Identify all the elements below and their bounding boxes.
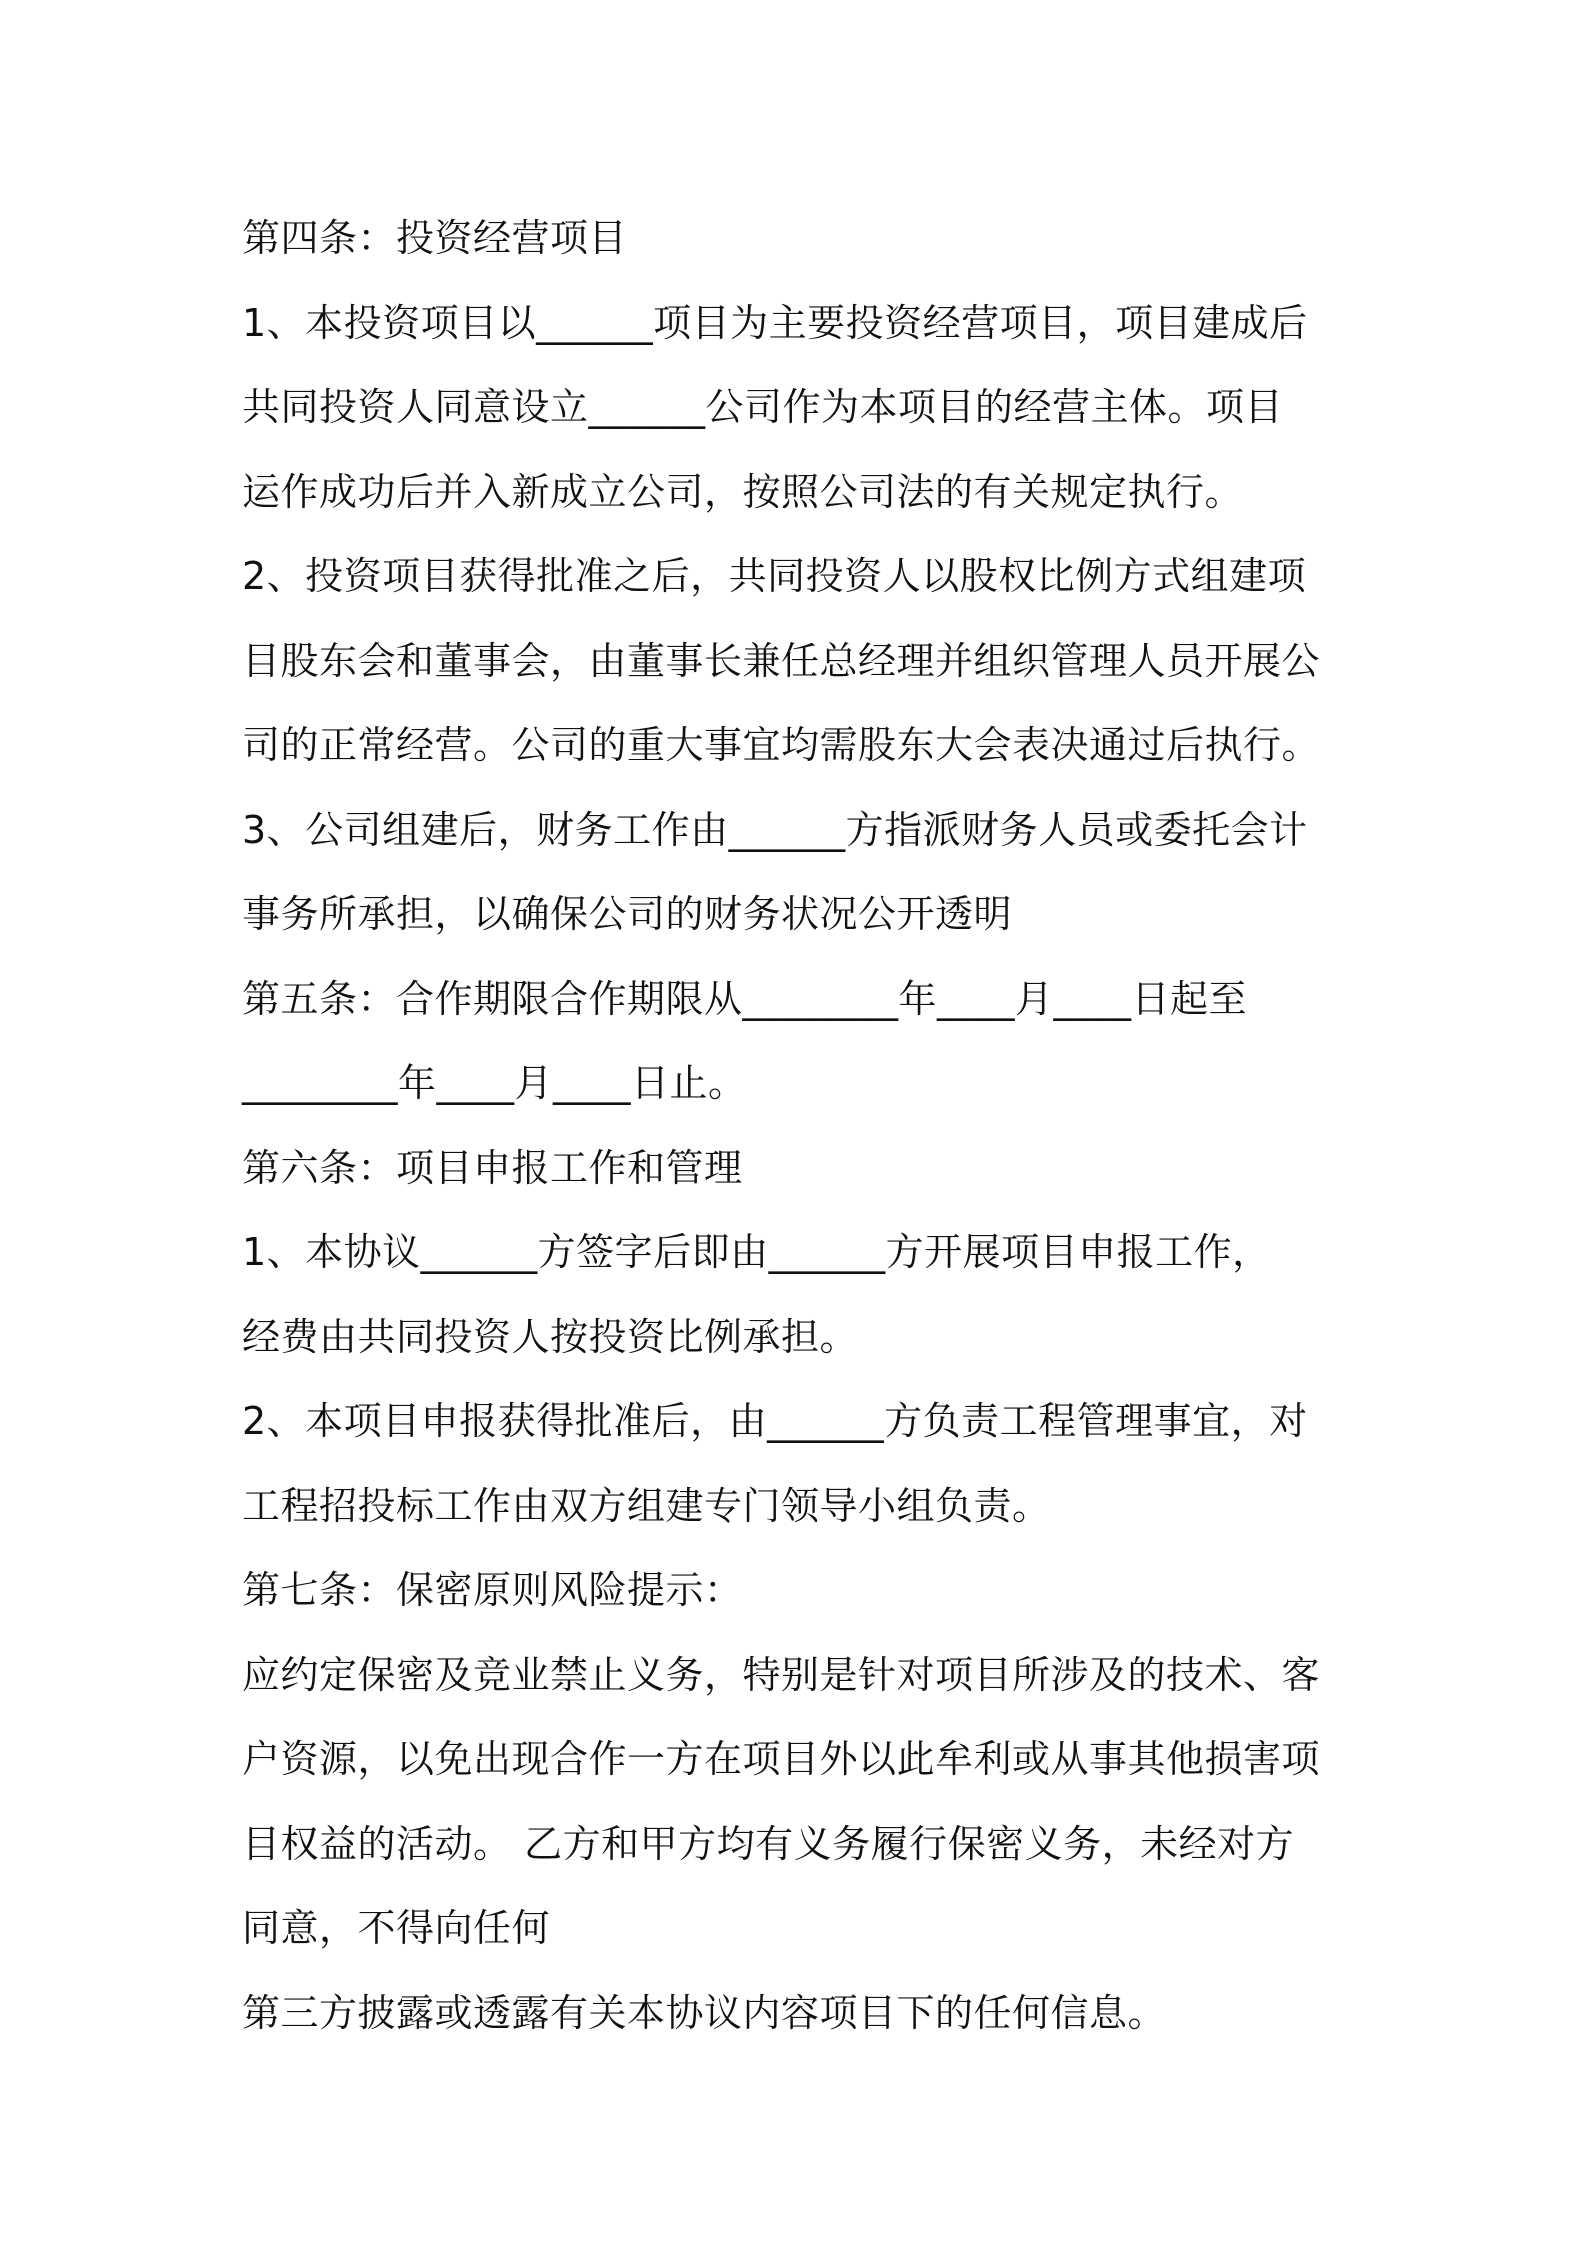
article-4-clause-1-line-1: 1、本投资项目以______项目为主要投资经营项目，项目建成后 (242, 300, 1308, 345)
article-7-body-line-3: 目权益的活动。 乙方和甲方均有义务履行保密义务，未经对方 (242, 1821, 1295, 1866)
article-4-clause-2-line-3: 司的正常经营。公司的重大事宜均需股东大会表决通过后执行。 (242, 723, 1321, 767)
article-7-body-line-2: 户资源，以免出现合作一方在项目外以此牟利或从事其他损害项 (242, 1737, 1321, 1781)
article-6-clause-1-line-1: 1、本协议______方签字后即由______方开展项目申报工作， (242, 1230, 1271, 1274)
article-6-clause-2-line-1: 2、本项目申报获得批准后，由______方负责工程管理事宜，对 (242, 1399, 1308, 1443)
article-6-clause-2-line-2: 工程招投标工作由双方组建专门领导小组负责。 (242, 1483, 1051, 1528)
article-5-line-1: 第五条：合作期限合作期限从________年____月____日起至 (242, 976, 1248, 1021)
article-4-clause-1-line-3: 运作成功后并入新成立公司，按照公司法的有关规定执行。 (242, 469, 1244, 514)
article-4-clause-2-line-2: 目股东会和董事会，由董事长兼任总经理并组织管理人员开展公 (242, 638, 1321, 683)
article-6-heading: 第六条：项目申报工作和管理 (242, 1145, 743, 1190)
article-4-clause-3-line-2: 事务所承担，以确保公司的财务状况公开透明 (242, 892, 1013, 936)
article-4-clause-3-line-1: 3、公司组建后，财务工作由______方指派财务人员或委托会计 (242, 807, 1308, 852)
article-4-clause-2-line-1: 2、投资项目获得批准之后，共同投资人以股权比例方式组建项 (242, 554, 1307, 598)
article-6-clause-1-line-2: 经费由共同投资人按投资比例承担。 (242, 1314, 859, 1359)
article-7-heading: 第七条：保密原则风险提示： (242, 1568, 743, 1612)
article-4-clause-1-line-2: 共同投资人同意设立______公司作为本项目的经营主体。项目 (242, 385, 1284, 429)
article-5-line-2: ________年____月____日止。 (242, 1061, 747, 1105)
article-7-body-line-5: 第三方披露或透露有关本协议内容项目下的任何信息。 (242, 1990, 1167, 2035)
document-body (242, 196, 1358, 2055)
article-4-heading: 第四条：投资经营项目 (242, 216, 628, 260)
article-7-body-line-4: 同意，不得向任何 (242, 1906, 551, 1950)
article-7-body-line-1: 应约定保密及竞业禁止义务，特别是针对项目所涉及的技术、客 (242, 1652, 1321, 1697)
